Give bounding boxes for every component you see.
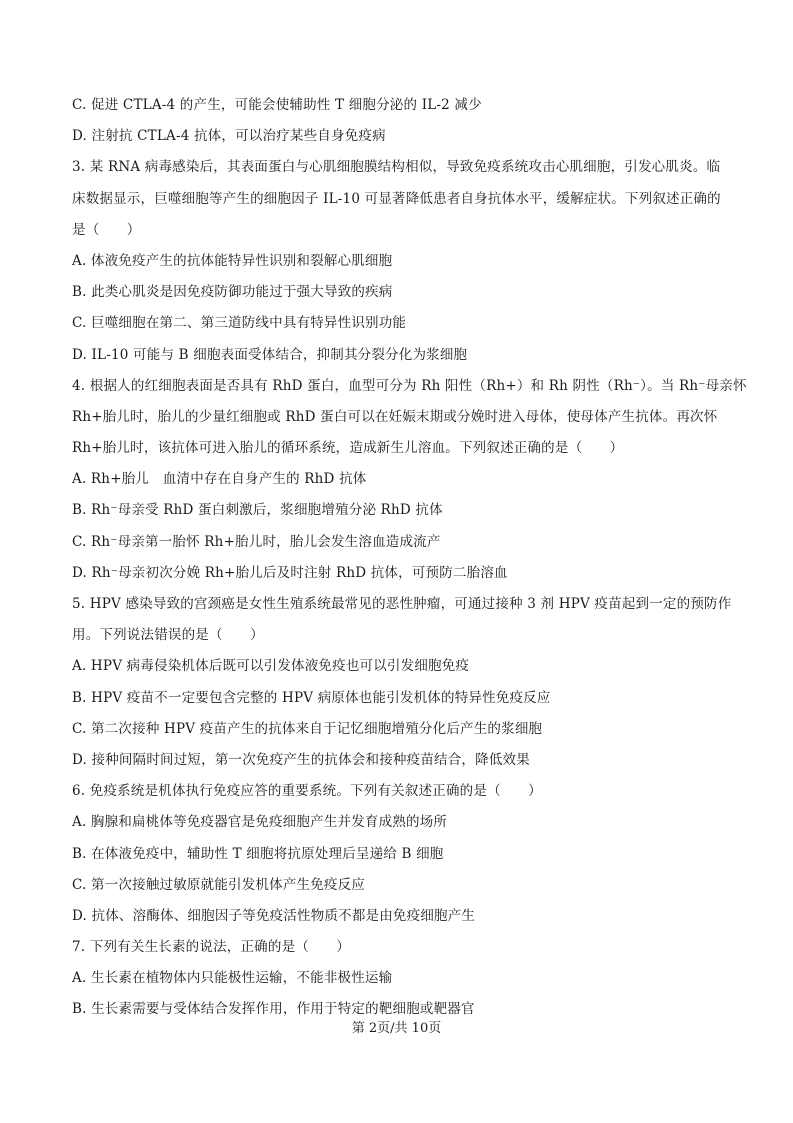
page-number-footer: 第 2页/共 10页 [351,1021,442,1036]
text-line: A. 胸腺和扁桃体等免疫器官是免疫细胞产生并发育成熟的场所 [72,814,448,831]
text-line: D. Rh⁻母亲初次分娩 Rh+胎儿后及时注射 RhD 抗体，可预防二胎溶血 [72,564,508,581]
text-line: B. Rh⁻母亲受 RhD 蛋白刺激后，浆细胞增殖分泌 RhD 抗体 [72,502,443,519]
text-line: 用。下列说法错误的是（ ） [72,627,264,644]
text-line: A. 生长素在植物体内只能极性运输，不能非极性运输 [72,970,393,987]
text-line: A. HPV 病毒侵染机体后既可以引发体液免疫也可以引发细胞免疫 [72,658,470,675]
text-line: A. 体液免疫产生的抗体能特异性识别和裂解心肌细胞 [72,252,393,269]
text-line: C. Rh⁻母亲第一胎怀 Rh+胎儿时，胎儿会发生溶血造成流产 [72,533,441,550]
text-line: Rh+胎儿时，胎儿的少量红细胞或 RhD 蛋白可以在妊娠末期或分娩时进入母体，使母体产生抗体。再次怀 [72,408,718,425]
text-line: C. 巨噬细胞在第二、第三道防线中具有特异性识别功能 [72,315,407,332]
text-line: C. 第一次接触过敏原就能引发机体产生免疫反应 [72,876,366,893]
text-line: D. IL-10 可能与 B 细胞表面受体结合，抑制其分裂分化为浆细胞 [72,346,468,363]
text-line: 4. 根据人的红细胞表面是否具有 RhD 蛋白，血型可分为 Rh 阳性（Rh+）和 Rh 阴性（Rh⁻）。当 Rh⁻母亲怀 [72,377,747,394]
question-content [72,90,747,1026]
text-line: B. 此类心肌炎是因免疫防御功能过于强大导致的疾病 [72,284,393,301]
text-line: C. 第二次接种 HPV 疫苗产生的抗体来自于记忆细胞增殖分化后产生的浆细胞 [72,720,543,737]
text-line: Rh+胎儿时，该抗体可进入胎儿的循环系统，造成新生儿溶血。下列叙述正确的是（ ） [72,440,624,457]
text-line: 5. HPV 感染导致的宫颈癌是女性生殖系统最常见的恶性肿瘤，可通过接种 3 剂 HPV 疫苗起到一定的预防作 [72,596,732,612]
text-line: C. 促进 CTLA-4 的产生，可能会使辅助性 T 细胞分泌的 IL-2 减少 [72,97,482,113]
text-line: 是（ ） [72,221,141,238]
text-line: 床数据显示，巨噬细胞等产生的细胞因子 IL-10 可显著降低患者自身抗体水平，缓解症状。下列叙述正确的 [72,190,721,207]
text-line: B. 在体液免疫中，辅助性 T 细胞将抗原处理后呈递给 B 细胞 [72,845,444,862]
text-line: B. HPV 疫苗不一定要包含完整的 HPV 病原体也能引发机体的特异性免疫反应 [72,689,551,706]
text-line: D. 注射抗 CTLA-4 抗体，可以治疗某些自身免疫病 [72,128,386,145]
text-line: 7. 下列有关生长素的说法，正确的是（ ） [72,939,351,956]
text-line: 6. 免疫系统是机体执行免疫应答的重要系统。下列有关叙述正确的是（ ） [72,783,542,800]
text-line: D. 抗体、溶酶体、细胞因子等免疫活性物质不都是由免疫细胞产生 [72,907,476,924]
text-line: A. Rh+胎儿 血清中存在自身产生的 RhD 抗体 [72,471,367,488]
text-line: B. 生长素需要与受体结合发挥作用，作用于特定的靶细胞或靶器官 [72,1001,475,1018]
text-line: D. 接种间隔时间过短，第一次免疫产生的抗体会和接种疫苗结合，降低效果 [72,751,530,768]
text-line: 3. 某 RNA 病毒感染后，其表面蛋白与心肌细胞膜结构相似，导致免疫系统攻击心肌细胞，引发心肌炎。临 [72,159,721,176]
